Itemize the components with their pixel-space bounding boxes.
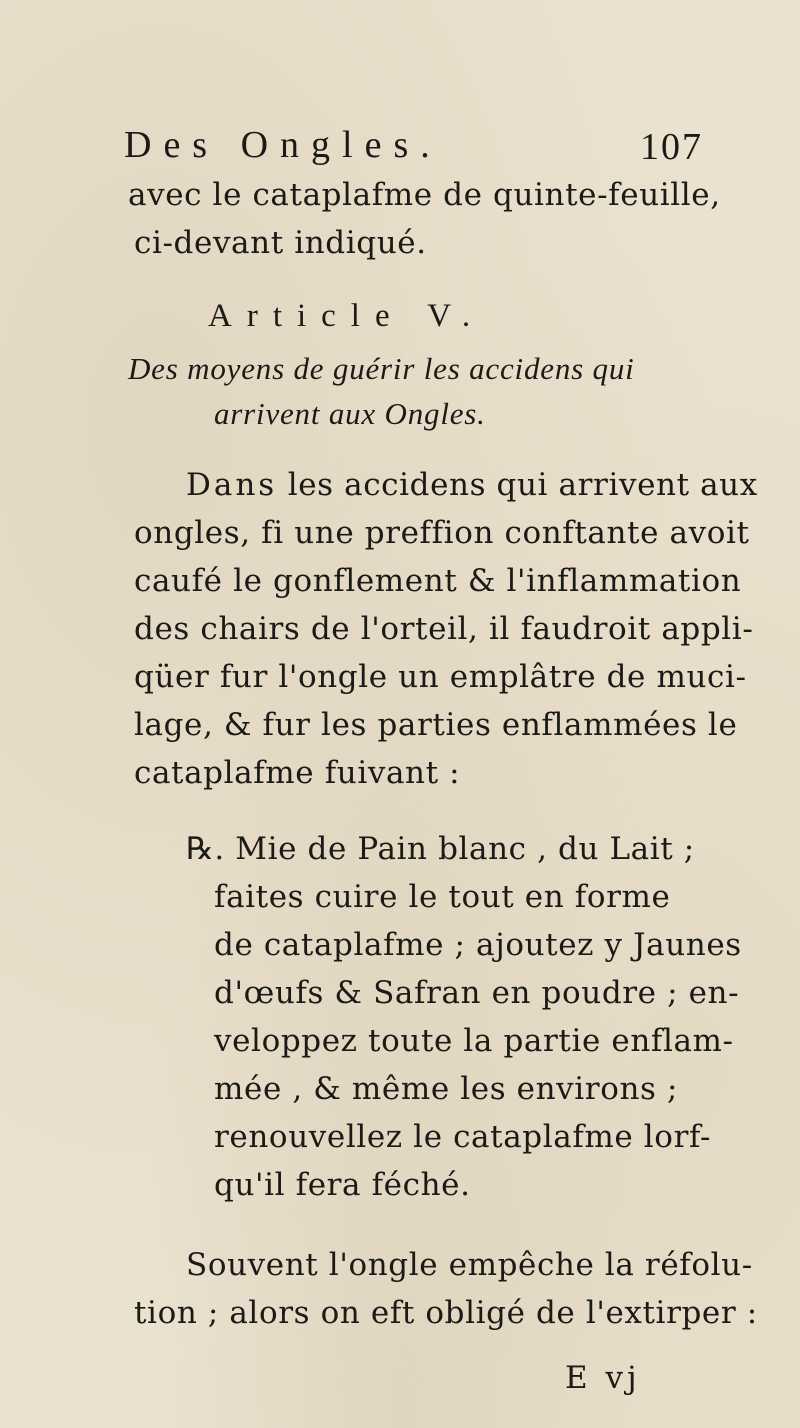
recipe-line-7: renouvellez le cataplafme lorf- xyxy=(214,1119,712,1155)
carryover-line-1: avec le cataplafme de quinte-feuille, xyxy=(128,177,721,213)
paragraph-2-line-2: tion ; alors on eft obligé de l'extirper : xyxy=(134,1295,758,1331)
running-title: Des Ongles. xyxy=(124,124,442,166)
paragraph-1-first-line-rest: les accidens qui arrivent aux xyxy=(287,467,758,503)
recipe-line-2: faites cuire le tout en forme xyxy=(214,879,671,915)
carryover-line-2: ci-devant indiqué. xyxy=(134,225,427,261)
article-subtitle-line-1: Des moyens de guérir les accidens qui xyxy=(128,351,635,386)
article-subtitle-line-2: arrivent aux Ongles. xyxy=(214,396,486,431)
signature-mark: E vj xyxy=(565,1360,641,1396)
paragraph-2-line-1: Souvent l'ongle empêche la réfolu- xyxy=(186,1247,753,1283)
recipe-line-4: d'œufs & Safran en poudre ; en- xyxy=(214,975,740,1011)
recipe-line-3: de cataplafme ; ajoutez y Jaunes xyxy=(214,927,742,963)
recipe-line-1: ℞. Mie de Pain blanc , du Lait ; xyxy=(186,831,695,867)
paragraph-1-line-2: ongles, fi une preffion conftante avoit xyxy=(134,515,750,551)
paragraph-1-first-word: Dans xyxy=(186,467,278,503)
paragraph-1-line-4: des chairs de l'orteil, il faudroit appli- xyxy=(134,611,754,647)
paragraph-1-line-3: caufé le gonflement & l'inflammation xyxy=(134,563,742,599)
recipe-line-6: mée , & même les environs ; xyxy=(214,1071,679,1107)
paragraph-1-line-6: lage, & fur les parties enflammées le xyxy=(134,707,738,743)
article-heading: Article V. xyxy=(208,298,486,334)
paragraph-1-line-5: qüer fur l'ongle un emplâtre de muci- xyxy=(134,659,747,695)
paragraph-1-line-1 xyxy=(186,467,758,503)
recipe-line-5: veloppez toute la partie enflam- xyxy=(214,1023,734,1059)
recipe-line-8: qu'il fera féché. xyxy=(214,1167,471,1203)
paragraph-1-line-7: cataplafme fuivant : xyxy=(134,755,461,791)
page-number: 107 xyxy=(640,126,703,168)
